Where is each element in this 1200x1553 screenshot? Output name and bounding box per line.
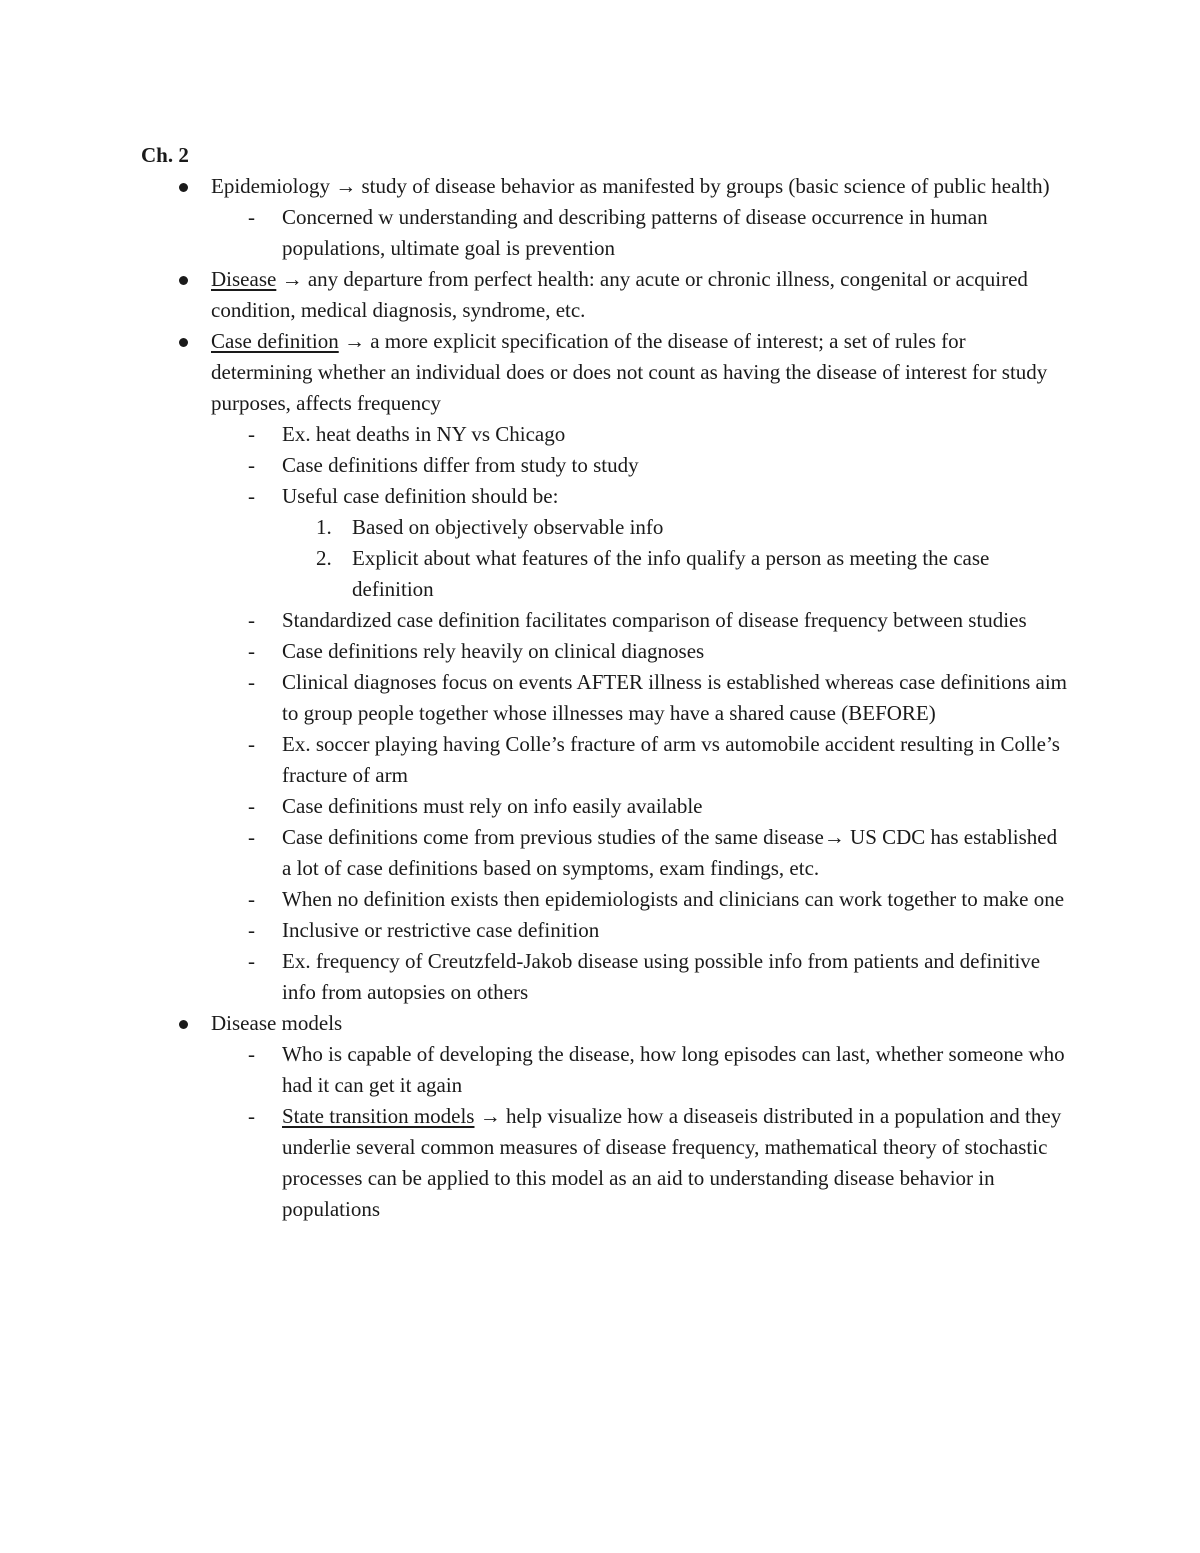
- dash-icon: -: [248, 453, 255, 477]
- case-definition-sublist: [141, 419, 1071, 1008]
- dash-icon: -: [248, 732, 255, 756]
- list-item-case-definition: [141, 326, 1071, 1008]
- dash-icon: -: [248, 205, 255, 229]
- bullet-icon: [179, 183, 188, 192]
- main-bullet-list: [141, 171, 1071, 1225]
- sub-item: - Ex. heat deaths in NY vs Chicago: [211, 419, 1071, 450]
- dash-icon: -: [248, 608, 255, 632]
- useful-case-definition-numbered-list: [211, 512, 1071, 605]
- document-content: [141, 140, 1071, 1225]
- sub-item: - Clinical diagnoses focus on events AFTER illness is established whereas case definitions aim to group people together whose illnesses may have a shared cause (BEFORE): [211, 667, 1071, 729]
- sub-item: - When no definition exists then epidemiologists and clinicians can work together to make one: [211, 884, 1071, 915]
- number-label: 1.: [316, 515, 332, 539]
- epidemiology-sublist: [141, 202, 1071, 264]
- bullet-icon: [179, 338, 188, 347]
- list-item-disease: [141, 264, 1071, 326]
- case-definition-text: → a more explicit specification of the disease of interest; a set of rules for determining whether an individual does or does not count as having the disease of interest for study purposes, affects frequency: [211, 329, 1048, 415]
- numbered-item: 2. Explicit about what features of the info qualify a person as meeting the case definition: [282, 543, 1071, 605]
- sub-item: - Case definitions differ from study to study: [211, 450, 1071, 481]
- epidemiology-text: Epidemiology → study of disease behavior as manifested by groups (basic science of public health): [211, 174, 1050, 198]
- disease-term: Disease: [211, 267, 277, 291]
- list-item-epidemiology: [141, 171, 1071, 264]
- sub-item: - Case definitions come from previous studies of the same disease→ US CDC has established a lot of case definitions based on symptoms, exam findings, etc.: [211, 822, 1071, 884]
- dash-icon: -: [248, 825, 255, 849]
- sub-item: - Ex. soccer playing having Colle’s fracture of arm vs automobile accident resulting in Colle’s fracture of arm: [211, 729, 1071, 791]
- dash-icon: -: [248, 422, 255, 446]
- sub-item: - State transition models → help visualize how a diseaseis distributed in a population and they underlie several common measures of disease frequency, mathematical theory of stochastic processes can be applied to this model as an aid to understanding disease behavior in populations: [211, 1101, 1071, 1225]
- dash-icon: -: [248, 1104, 255, 1128]
- disease-models-sublist: [141, 1039, 1071, 1225]
- dash-icon: -: [248, 639, 255, 663]
- chapter-heading: Ch. 2: [141, 143, 189, 167]
- numbered-item: 1. Based on objectively observable info: [282, 512, 1071, 543]
- dash-icon: -: [248, 1042, 255, 1066]
- bullet-icon: [179, 276, 188, 285]
- disease-models-text: Disease models: [211, 1011, 343, 1035]
- dash-icon: -: [248, 887, 255, 911]
- case-definition-term: Case definition: [211, 329, 339, 353]
- number-label: 2.: [316, 546, 332, 570]
- sub-item: - Standardized case definition facilitates comparison of disease frequency between studies: [211, 605, 1071, 636]
- sub-item: - Case definitions must rely on info easily available: [211, 791, 1071, 822]
- dash-icon: -: [248, 949, 255, 973]
- bullet-icon: [179, 1020, 188, 1029]
- sub-item: - Who is capable of developing the disease, how long episodes can last, whether someone who had it can get it again: [211, 1039, 1071, 1101]
- sub-item: - Case definitions rely heavily on clinical diagnoses: [211, 636, 1071, 667]
- sub-item: - Concerned w understanding and describing patterns of disease occurrence in human populations, ultimate goal is prevention: [211, 202, 1071, 264]
- dash-icon: -: [248, 918, 255, 942]
- list-item-disease-models: [141, 1008, 1071, 1225]
- state-transition-models-term: State transition models: [282, 1104, 475, 1128]
- sub-item: - Inclusive or restrictive case definition: [211, 915, 1071, 946]
- sub-item: - Ex. frequency of Creutzfeld-Jakob disease using possible info from patients and definitive info from autopsies on others: [211, 946, 1071, 1008]
- disease-text: → any departure from perfect health: any acute or chronic illness, congenital or acquired condition, medical diagnosis, syndrome, etc.: [211, 267, 1028, 322]
- dash-icon: -: [248, 484, 255, 508]
- sub-item: - Useful case definition should be: 1. Based on objectively observable info 2. Explicit about what features of the info qualify a person as meeting the case definition: [211, 481, 1071, 605]
- dash-icon: -: [248, 670, 255, 694]
- dash-icon: -: [248, 794, 255, 818]
